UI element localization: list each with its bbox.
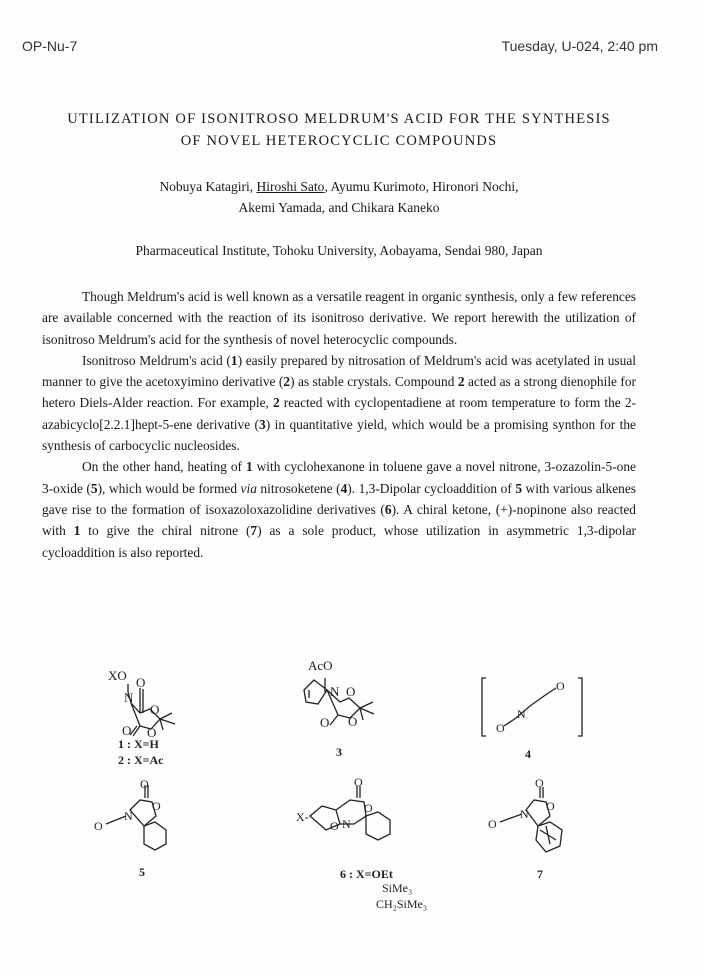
atom-o: O [140, 777, 149, 791]
italic-via: via [240, 480, 257, 496]
structure-3 [304, 658, 374, 759]
gem-dimethyl [160, 713, 175, 730]
atom-o: O [546, 799, 555, 813]
n-oxide-bond [500, 814, 522, 822]
abstract-code: OP-Nu-7 [22, 38, 78, 54]
text: ). 1,3-Dipolar cycloaddition of [347, 480, 516, 496]
title-line-1: UTILIZATION OF ISONITROSO MELDRUM'S ACID FOR THE SYNTHESIS [67, 111, 611, 127]
atom-o: O [320, 715, 330, 730]
carbonyl-bond [330, 715, 338, 725]
structure-7 [488, 776, 562, 881]
atom-o: O [354, 775, 363, 789]
text: acted as a strong dienophile for hetero Diels-Alder reaction. For example, [42, 374, 637, 411]
text: On the other hand, heating of [82, 459, 246, 475]
gem-dimethyl [360, 702, 374, 720]
oxazolidine-ring [336, 800, 366, 824]
authors-line-1 [30, 176, 648, 197]
structure-6 [296, 775, 427, 911]
session-time: Tuesday, U-024, 2:40 pm [501, 38, 658, 54]
atom-n: N [520, 807, 529, 821]
compound-ref: 2 [283, 374, 291, 390]
carbonyl-bond [130, 726, 140, 736]
atom-o: O [346, 684, 356, 699]
atom-o: O [330, 819, 339, 833]
bicyclic-bonds [304, 678, 327, 704]
structure-1-2 [108, 668, 175, 767]
atom-n: N [517, 707, 526, 721]
abstract-body [42, 286, 636, 563]
presenting-author: Hiroshi Sato [256, 179, 325, 194]
label-compound-3: 3 [336, 745, 342, 759]
text: ) in quantitative yield, which would be a promising synthon for the synthesis of carbocyclic nucleosides. [42, 416, 636, 454]
compound-ref: 2 [272, 395, 280, 411]
compound-ref: 1 [73, 523, 81, 539]
text: to give the chiral nitrone ( [80, 523, 251, 539]
atom-o: O [348, 714, 358, 729]
title-line-2: OF NOVEL HETEROCYCLIC COMPOUNDS [180, 133, 498, 149]
compound-ref: 5 [515, 480, 523, 496]
atom-o: O [147, 725, 157, 740]
atom-n: N [124, 809, 133, 823]
atom-n: N [330, 684, 340, 699]
compound-ref: 1 [230, 352, 238, 368]
atom-o: O [556, 679, 565, 693]
label-compound-1: 1 : X=H [118, 737, 159, 751]
text: ). A chiral ketone, (+)-nopinone also reacted with [42, 501, 636, 539]
text: Isonitroso Meldrum's acid ( [82, 352, 231, 368]
atom-o: O [150, 702, 160, 717]
compound-ref: 2 [457, 374, 465, 390]
atom-o: O [136, 675, 146, 690]
structure-5 [94, 777, 166, 879]
atom-o: O [122, 723, 132, 738]
structure-4 [482, 678, 582, 761]
cyclohexane-ring [366, 812, 390, 840]
text: reacted with cyclopentadiene at room temperature to form the 2-azabicyclo[2.2.1]hept-5-ene derivative ( [42, 395, 636, 432]
pinane-bonds [536, 822, 562, 852]
compound-ref: 6 [384, 501, 392, 517]
atom-o: O [94, 819, 103, 833]
cyclohexane-ring [144, 822, 166, 850]
atom-x: X- [296, 810, 309, 824]
atom-o: O [496, 721, 505, 735]
atom-o: O [535, 776, 544, 790]
label-compound-6-sime3: SiMe₃ [382, 881, 413, 895]
label-compound-5: 5 [139, 865, 145, 879]
paragraph-2 [42, 350, 636, 456]
text: nitrosoketene ( [256, 480, 341, 496]
compound-ref: 7 [250, 523, 258, 539]
chemical-structures-scheme [0, 640, 704, 940]
text: ) as a sole product, whose utilization in asymmetric 1,3-dipolar cycloaddition is also reported. [42, 523, 636, 560]
affiliation: Pharmaceutical Institute, Tohoku University, Aobayama, Sendai 980, Japan [135, 243, 543, 258]
atom-o: O [364, 801, 373, 815]
paragraph-3 [42, 456, 636, 562]
text: ) as stable crystals. Compound [290, 374, 458, 390]
label-compound-6-ch2sime3: CH₂SiMe₃ [376, 897, 428, 911]
atom-o: O [488, 817, 497, 831]
authors-line-2: Akemi Yamada, and Chikara Kaneko [238, 200, 440, 215]
compound-ref: 5 [90, 480, 98, 496]
atom-aco: AcO [308, 658, 333, 673]
n-oxide-bond [106, 816, 126, 824]
text: with various alkenes gave rise to the formation of isoxazoloxazolidine derivatives ( [42, 480, 636, 517]
carbonyl-bond [140, 688, 143, 713]
label-compound-2: 2 : X=Ac [118, 753, 164, 767]
label-compound-6: 6 : X=OEt [340, 867, 393, 881]
chain-bonds [504, 688, 556, 726]
author-list-pre: Nobuya Katagiri, [159, 179, 257, 194]
text: ) easily prepared by nitrosation of Meldrum's acid was acetylated in usual manner to give the acetoxyimino derivative ( [42, 352, 637, 390]
atom-n: N [124, 690, 134, 705]
author-list-post: , Ayumu Kurimoto, Hironori Nochi, [324, 179, 519, 194]
label-compound-7: 7 [537, 867, 543, 881]
atom-n: N [342, 817, 351, 831]
compound-ref: 1 [245, 459, 253, 475]
paragraph-1: Though Meldrum's acid is well known as a versatile reagent in organic synthesis, only a few references are available concerned with the reaction of its isonitroso derivative. We report herewith the utilization of isonitroso Meldrum's acid for the synthesis of novel heterocyclic compounds. [42, 289, 636, 347]
compound-ref: 3 [259, 416, 266, 432]
atom-xo: XO [108, 668, 127, 683]
text: ), which would be formed [97, 480, 241, 496]
text: with cyclohexanone in toluene gave a novel nitrone, 3-ozazolin-5-one 3-oxide ( [42, 459, 636, 496]
compound-ref: 4 [340, 480, 348, 496]
label-compound-4: 4 [525, 747, 531, 761]
atom-o: O [152, 799, 161, 813]
